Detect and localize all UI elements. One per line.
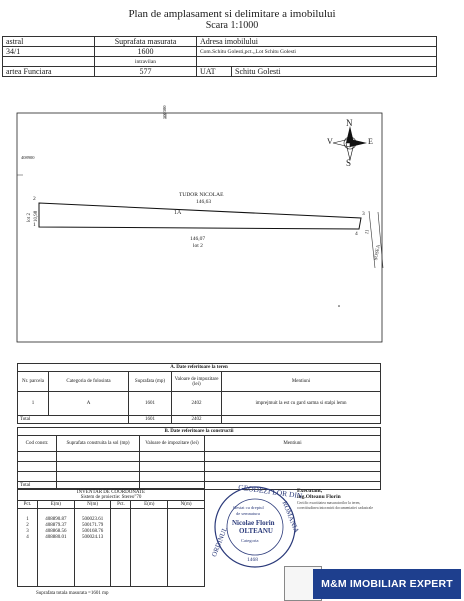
land-cell: 1601 bbox=[129, 392, 172, 416]
coordinates-header: E(m) bbox=[37, 501, 74, 509]
construction-header: Suprafata construita la sol (mp) bbox=[57, 436, 140, 452]
point-e: 408879.37 bbox=[45, 523, 67, 528]
land-header: Suprafata (mp) bbox=[129, 372, 172, 392]
point-n: 500171.79 bbox=[81, 523, 104, 528]
header-cell: intravilan bbox=[95, 57, 197, 67]
seal-text: Categoria bbox=[241, 538, 259, 543]
land-cell: 1 bbox=[18, 392, 49, 416]
coordinates-n bbox=[74, 509, 111, 587]
point-number: 2 bbox=[26, 523, 29, 528]
construction-header: Valoare de impozitare (lei) bbox=[140, 436, 205, 452]
lot-bottom: lot 2 bbox=[193, 243, 203, 249]
document-scale: Scara 1:1000 bbox=[205, 20, 259, 31]
land-table bbox=[17, 363, 381, 424]
compass-s: S bbox=[346, 158, 352, 168]
header-cell: astral bbox=[3, 37, 95, 47]
executant-label: Executant, bbox=[297, 488, 323, 494]
construction-cell bbox=[205, 472, 381, 482]
construction-cell bbox=[57, 452, 140, 462]
point-label: 3 bbox=[362, 211, 365, 217]
land-table-title: A. Date referitoare la teren bbox=[18, 364, 381, 372]
coord-top: 500300 bbox=[162, 105, 167, 119]
construction-cell bbox=[140, 462, 205, 472]
coordinates-header: N(m) bbox=[74, 501, 111, 509]
land-header: Categoria de folosinta bbox=[49, 372, 129, 392]
point-label: 2 bbox=[33, 196, 36, 202]
land-cell bbox=[222, 416, 381, 424]
land-header: Valoare de impozitare (lei) bbox=[172, 372, 222, 392]
construction-cell bbox=[18, 452, 57, 462]
coord-left: 408900 bbox=[21, 155, 35, 160]
construction-cell bbox=[18, 462, 57, 472]
header-cell: Adresa imobilului bbox=[197, 37, 437, 47]
point-label: 4 bbox=[355, 231, 358, 237]
neighbor-top: TUDOR NICOLAE bbox=[179, 192, 224, 198]
land-cell: imprejmuit la est cu gard sarma si stalpi lemn bbox=[222, 392, 381, 416]
construction-cell bbox=[205, 452, 381, 462]
seal-ring-right: ROMANIA bbox=[280, 500, 301, 535]
coordinates-cell bbox=[131, 509, 168, 587]
construction-cell bbox=[205, 462, 381, 472]
length-bottom: 146,07 bbox=[190, 236, 206, 242]
parcel-label: 1A bbox=[174, 210, 182, 216]
point-e: 408890.87 bbox=[45, 517, 67, 522]
coordinates-header: N(m) bbox=[168, 501, 205, 509]
point-number: 3 bbox=[26, 529, 29, 534]
land-cell: A bbox=[49, 392, 129, 416]
coordinates-title: INVENTAR DE COORDONATE bbox=[18, 489, 205, 496]
header-cell: UAT bbox=[197, 67, 232, 77]
construction-table bbox=[17, 427, 381, 490]
seal-text: Gestat cu dreptul bbox=[233, 505, 264, 510]
point-label: 1 bbox=[33, 222, 36, 228]
point-number: 4 bbox=[26, 535, 29, 540]
coordinates-header: Pct. bbox=[18, 501, 38, 509]
land-total-label: Total bbox=[18, 416, 129, 424]
construction-header: Mentiuni bbox=[205, 436, 381, 452]
seal-number: 1468 bbox=[247, 557, 258, 563]
coordinates-header: E(m) bbox=[131, 501, 168, 509]
header-cell: 577 bbox=[95, 67, 197, 77]
coordinates-cell bbox=[111, 509, 131, 587]
length-left: 10,98 bbox=[34, 210, 39, 222]
seal-text: de semnatura bbox=[236, 511, 260, 516]
point-n: 500023.61 bbox=[81, 517, 104, 522]
construction-total-label: Total bbox=[18, 482, 57, 490]
seal-ring-left: ORDINUL bbox=[210, 525, 230, 558]
document-title: Plan de amplasament si delimitare a imobilului bbox=[128, 8, 336, 20]
coordinates-e bbox=[37, 509, 74, 587]
certification-note: Certific exactitatea masuratorilor la teren, corectitudinea intocmirii documentatiei cadastrale bbox=[297, 501, 374, 510]
construction-cell bbox=[18, 472, 57, 482]
coordinates-header: Pct. bbox=[111, 501, 131, 509]
header-cell: Schitu Golesti bbox=[232, 67, 437, 77]
construction-cell bbox=[57, 462, 140, 472]
construction-header: Cod constr. bbox=[18, 436, 57, 452]
header-cell: artea Funciara bbox=[3, 67, 95, 77]
land-total-area: 1601 bbox=[129, 416, 172, 424]
construction-cell bbox=[140, 452, 205, 462]
parcel-outline bbox=[39, 203, 361, 229]
land-cell: 2402 bbox=[172, 392, 222, 416]
land-header: Mentiuni bbox=[222, 372, 381, 392]
coordinates-points bbox=[18, 509, 38, 587]
header-cell: 1600 bbox=[95, 47, 197, 57]
point-number: 1 bbox=[26, 517, 29, 522]
lot-left: lot 2 bbox=[27, 212, 32, 222]
length-right: 11 bbox=[365, 229, 371, 235]
coordinates-subtitle: Sistem de proiectie: Stereo"70 bbox=[18, 495, 205, 501]
compass-e: E bbox=[368, 137, 373, 146]
compass-n: N bbox=[346, 118, 353, 128]
north-arrow-icon bbox=[333, 126, 367, 160]
land-header: Nr. parcela bbox=[18, 372, 49, 392]
construction-cell bbox=[57, 472, 140, 482]
road-label: SOSEA bbox=[374, 244, 382, 261]
length-top: 146,63 bbox=[196, 199, 212, 205]
seal-surname: OLTEANU bbox=[239, 527, 273, 535]
compass-v: V bbox=[327, 137, 333, 146]
point-n: 500024.13 bbox=[81, 535, 104, 540]
seal-name: Nicolae Florin bbox=[232, 519, 275, 527]
construction-cell bbox=[140, 472, 205, 482]
header-cell: Suprafata masurata bbox=[95, 37, 197, 47]
total-area-note: Suprafata totala masurata =1601 mp bbox=[36, 591, 109, 596]
point-e: 408868.56 bbox=[45, 529, 67, 534]
point-e: 408880.01 bbox=[45, 535, 67, 540]
header-cell: 34/1 bbox=[3, 47, 95, 57]
mark-dot bbox=[338, 305, 340, 307]
coordinates-table bbox=[17, 488, 205, 587]
construction-table-title: B. Date referitoare la constructii bbox=[18, 428, 381, 436]
land-total-value: 2402 bbox=[172, 416, 222, 424]
point-n: 500168.76 bbox=[81, 529, 104, 534]
seal-ring-top: GEODEZI LOR DIN bbox=[237, 482, 303, 501]
coordinates-cell bbox=[168, 509, 205, 587]
header-cell: Com.Schitu Golesti,pct.,,Lot Schitu Golesti bbox=[197, 47, 437, 57]
watermark-banner: M&M IMOBILIAR EXPERT bbox=[313, 569, 461, 599]
executant-name: ing.Olteanu Florin bbox=[297, 494, 341, 500]
